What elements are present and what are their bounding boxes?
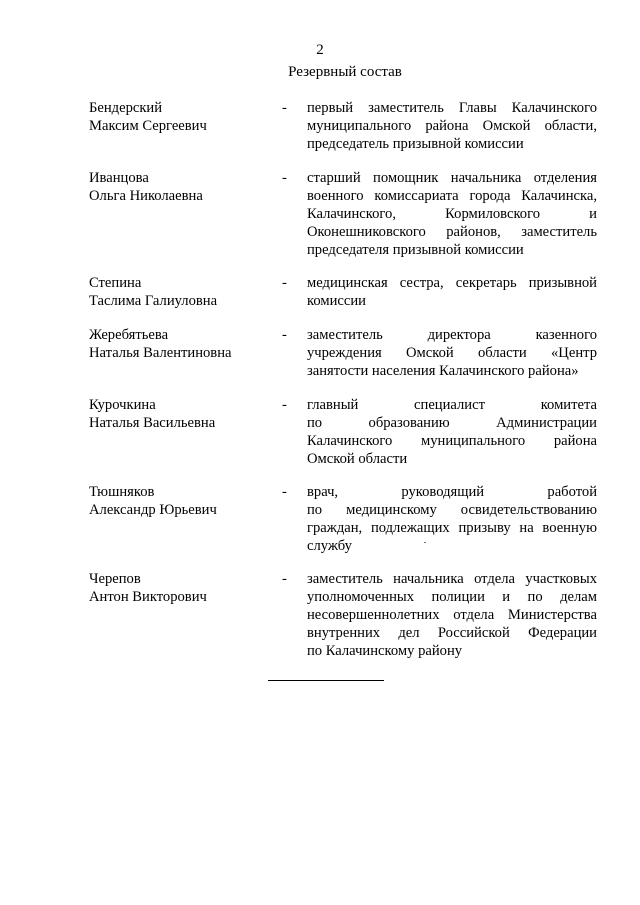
member-given-name: Антон Викторович xyxy=(89,589,207,605)
role-line: заместитель директора казенного xyxy=(307,327,597,343)
member-name xyxy=(89,274,274,310)
role-line: внутренних дел Российской Федерации xyxy=(307,625,597,641)
role-line: председатель призывной комиссии xyxy=(307,136,524,152)
role-line: Омской области xyxy=(307,451,408,467)
role-line: по медицинскому освидетельствованию xyxy=(307,502,597,518)
separator-dash: - xyxy=(282,100,287,116)
member-role xyxy=(307,483,597,555)
member-name xyxy=(89,169,274,205)
role-line: врач, руководящий работой xyxy=(307,484,597,500)
member-name xyxy=(89,570,274,606)
scan-speck xyxy=(424,542,426,543)
member-surname: Бендерский xyxy=(89,100,163,116)
role-line: учреждения Омской области «Центр xyxy=(307,345,597,361)
role-line: уполномоченных полиции и по делам xyxy=(307,589,597,605)
role-line: Оконешниковского районов, заместитель xyxy=(307,224,597,240)
member-name xyxy=(89,483,274,519)
separator-dash: - xyxy=(282,327,287,343)
role-line: по Калачинскому району xyxy=(307,643,463,659)
section-heading: Резервный состав xyxy=(288,64,402,80)
role-line: несовершеннолетних отдела Министерства xyxy=(307,607,597,623)
member-surname: Степина xyxy=(89,275,142,291)
member-surname: Тюшняков xyxy=(89,484,155,500)
role-line: по образованию Администрации xyxy=(307,415,597,431)
member-surname: Черепов xyxy=(89,571,141,587)
role-line: занятости населения Калачинского района» xyxy=(307,363,579,379)
role-line: первый заместитель Главы Калачинского xyxy=(307,100,597,116)
role-line: Калачинского муниципального района xyxy=(307,433,597,449)
role-line: граждан, подлежащих призыву на военную xyxy=(307,520,597,536)
member-given-name: Наталья Васильевна xyxy=(89,415,216,431)
role-line: главный специалист комитета xyxy=(307,397,597,413)
separator-dash: - xyxy=(282,484,287,500)
member-surname: Жеребятьева xyxy=(89,327,169,343)
member-surname: Иванцова xyxy=(89,170,149,186)
role-line: старший помощник начальника отделения xyxy=(307,170,597,186)
member-given-name: Александр Юрьевич xyxy=(89,502,217,518)
member-role xyxy=(307,326,597,380)
member-role xyxy=(307,274,597,310)
role-line: председателя призывной комиссии xyxy=(307,242,524,258)
role-line: комиссии xyxy=(307,293,366,309)
member-given-name: Ольга Николаевна xyxy=(89,188,203,204)
member-given-name: Максим Сергеевич xyxy=(89,118,207,134)
member-name xyxy=(89,396,274,432)
member-surname: Курочкина xyxy=(89,397,156,413)
separator-dash: - xyxy=(282,397,287,413)
member-role xyxy=(307,169,597,259)
role-line: военного комиссариата города Калачинска, xyxy=(307,188,597,204)
member-given-name: Таслима Галиуловна xyxy=(89,293,218,309)
member-role xyxy=(307,570,597,660)
member-name xyxy=(89,99,274,135)
member-role xyxy=(307,396,597,468)
role-line: службу xyxy=(307,538,352,554)
page-number: 2 xyxy=(316,42,324,58)
closing-rule xyxy=(268,680,384,681)
separator-dash: - xyxy=(282,170,287,186)
member-name xyxy=(89,326,274,362)
member-role xyxy=(307,99,597,153)
role-line: заместитель начальника отдела участковых xyxy=(307,571,597,587)
member-given-name: Наталья Валентиновна xyxy=(89,345,232,361)
role-line: медицинская сестра, секретарь призывной xyxy=(307,275,597,291)
separator-dash: - xyxy=(282,571,287,587)
separator-dash: - xyxy=(282,275,287,291)
role-line: муниципального района Омской области, xyxy=(307,118,597,134)
role-line: Калачинского, Кормиловского и xyxy=(307,206,597,222)
